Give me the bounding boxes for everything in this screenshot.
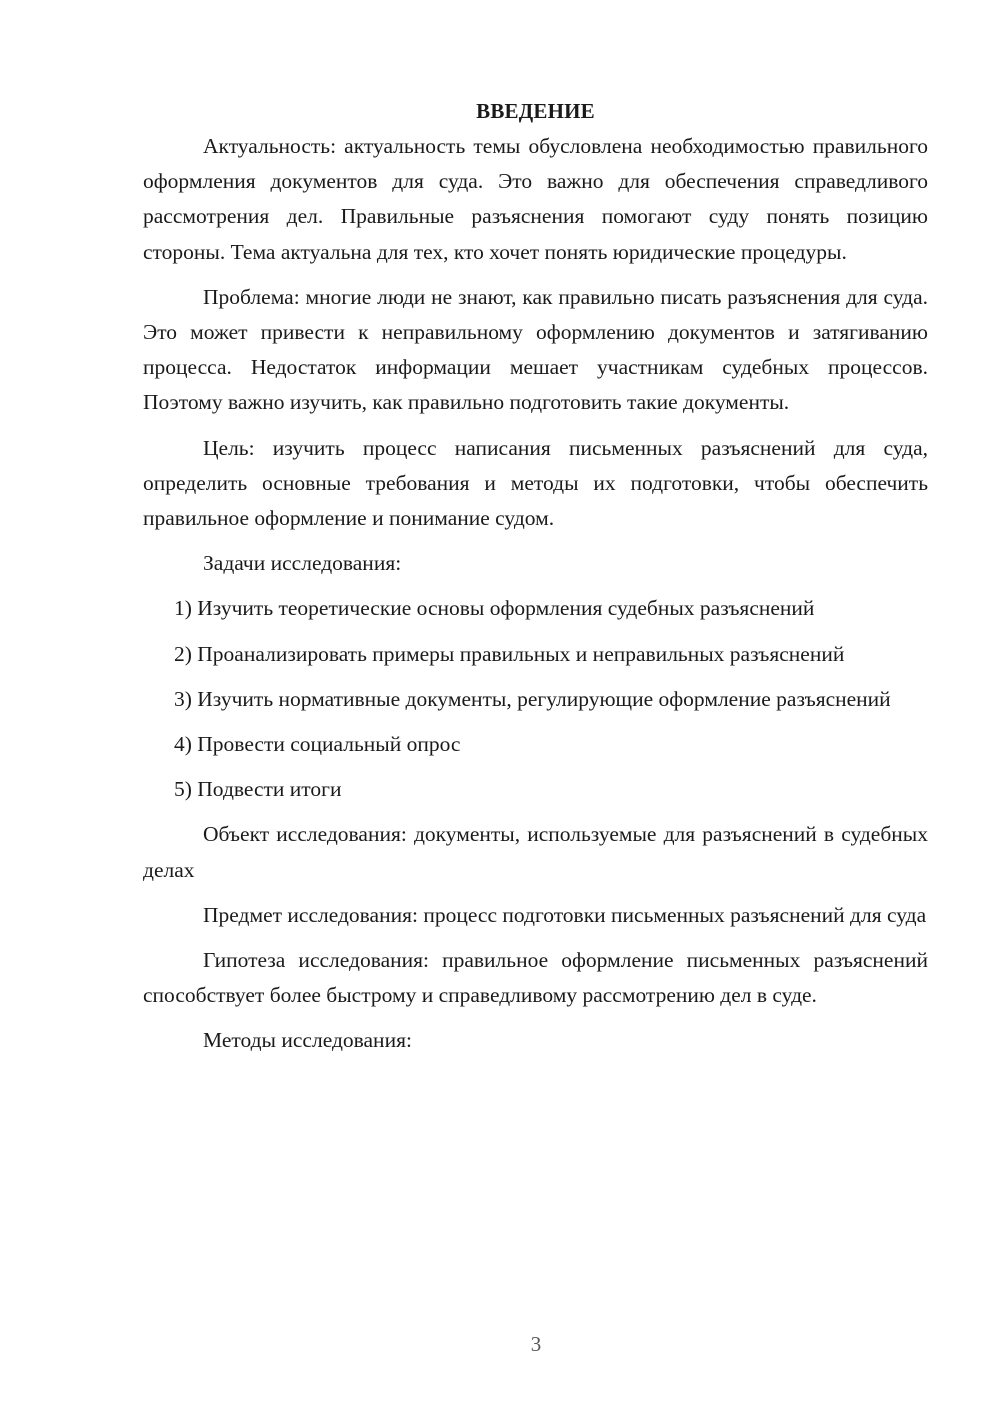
paragraph-subject: Предмет исследования: процесс подготовки письменных разъяснений для суда [203,902,927,927]
list-item: 5) Подвести итоги [174,777,342,802]
paragraph-hypothesis: Гипотеза исследования: правильное оформление письменных разъяснений способствует более быстрому и справедливому рассмотрению дел в суде. [143,948,928,1008]
paragraph-problem: Проблема: многие люди не знают, как правильно писать разъяснения для суда. Это может привести к неправильному оформлению документов и затягиванию процесса. Недостаток информации мешает участникам судебных процессов. Поэтому важно изучить, как правильно подготовить такие документы. [143,284,928,415]
tasks-list [143,591,928,807]
paragraph-tasks-heading: Задачи исследования: [203,551,402,576]
section-title: ВВЕДЕНИЕ [476,99,595,123]
list-item: 4) Провести социальный опрос [174,732,461,757]
list-item: 1) Изучить теоретические основы оформления судебных разъяснений [174,596,815,621]
page-number: 3 [530,1332,542,1356]
document-page [143,96,928,1069]
paragraph-methods-heading: Методы исследования: [203,1028,412,1053]
paragraph-goal: Цель: изучить процесс написания письменных разъяснений для суда, определить основные требования и методы их подготовки, чтобы обеспечить правильное оформление и понимание судом. [143,435,928,531]
list-item: 2) Проанализировать примеры правильных и неправильных разъяснений [174,641,845,666]
list-item: 3) Изучить нормативные документы, регулирующие оформление разъяснений [174,686,891,711]
paragraph-object: Объект исследования: документы, используемые для разъяснений в судебных делах [143,822,928,882]
paragraph-relevance: Актуальность: актуальность темы обусловлена необходимостью правильного оформления документов для суда. Это важно для обеспечения справедливого рассмотрения дел. Правильные разъяснения помогают суду понять позицию стороны. Тема актуальна для тех, кто хочет понять юридические процедуры. [143,134,928,264]
